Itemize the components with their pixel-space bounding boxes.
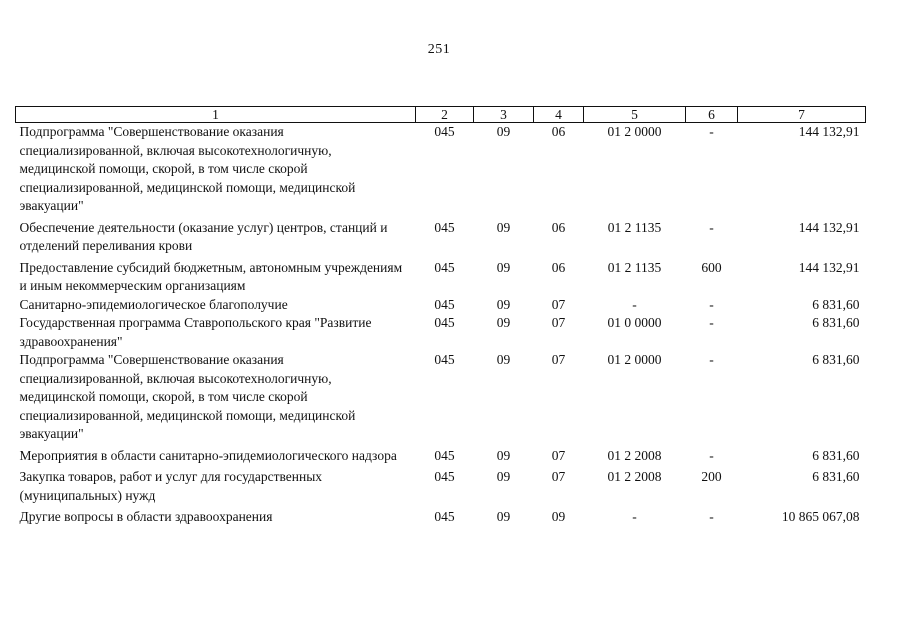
row-amount: 144 132,91 (798, 219, 860, 235)
row-expense-type: - (709, 296, 714, 312)
row-expense-type: - (709, 352, 714, 367)
row-name: Обеспечение деятельности (оказание услуг) центров, станций и отделений переливания крови (19, 219, 388, 253)
row-subsection: 07 (551, 447, 566, 463)
row-amount: 144 132,91 (798, 124, 860, 139)
row-section: 09 (496, 124, 511, 139)
row-section: 09 (496, 315, 511, 330)
row-target: 01 2 1135 (607, 219, 662, 235)
table-row (16, 123, 866, 216)
row-ministry: 045 (434, 124, 455, 139)
row-amount: 6 831,60 (812, 315, 860, 330)
row-expense-type: - (709, 447, 714, 463)
column-header-ministry: 2 (416, 107, 474, 123)
row-name: Предоставление субсидий бюджетным, автономным учреждениям и иным некоммерческим организациям (19, 259, 403, 293)
row-amount: 10 865 067,08 (781, 509, 860, 524)
row-amount: 6 831,60 (812, 469, 860, 484)
row-expense-type: - (709, 509, 714, 524)
row-target: 01 2 2008 (607, 447, 662, 463)
row-amount: 6 831,60 (812, 296, 860, 312)
row-ministry: 045 (434, 296, 455, 312)
table-row (16, 351, 866, 444)
table-row (16, 314, 866, 351)
row-subsection: 09 (551, 509, 566, 524)
table-row (16, 465, 866, 505)
row-subsection: 07 (551, 296, 566, 312)
row-section: 09 (496, 219, 511, 235)
column-header-section: 3 (474, 107, 534, 123)
row-expense-type: 200 (701, 469, 722, 484)
row-expense-type: 600 (701, 259, 722, 275)
row-name: Мероприятия в области санитарно-эпидемиологического надзора (19, 447, 397, 463)
row-target: 01 2 0000 (607, 352, 662, 367)
row-subsection: 07 (551, 469, 566, 484)
row-section: 09 (496, 352, 511, 367)
row-ministry: 045 (434, 315, 455, 330)
row-expense-type: - (709, 219, 714, 235)
row-name: Подпрограмма "Совершенствование оказания специализированной, включая высокотехнологичную, медицинской помощи, скорой, в том числе скорой специализированной, медицинской помощи, медицинской эвакуации" (19, 124, 356, 213)
column-header-name: 1 (16, 107, 416, 123)
row-name: Государственная программа Ставропольского края "Развитие здравоохранения" (19, 315, 372, 349)
row-target: 01 2 1135 (607, 259, 662, 275)
row-section: 09 (496, 509, 511, 524)
row-amount: 6 831,60 (812, 352, 860, 367)
row-name: Закупка товаров, работ и услуг для государственных (муниципальных) нужд (19, 469, 323, 503)
row-target: - (632, 509, 637, 524)
row-expense-type: - (709, 315, 714, 330)
row-subsection: 06 (551, 124, 566, 139)
row-target: - (632, 296, 637, 312)
table-row (16, 296, 866, 315)
column-header-target: 5 (584, 107, 686, 123)
row-subsection: 07 (551, 315, 566, 330)
row-ministry: 045 (434, 447, 455, 463)
row-name: Санитарно-эпидемиологическое благополучие (19, 296, 288, 312)
row-amount: 6 831,60 (812, 447, 860, 463)
budget-table (15, 106, 866, 527)
row-subsection: 07 (551, 352, 566, 367)
column-header-amount: 7 (738, 107, 866, 123)
row-section: 09 (496, 447, 511, 463)
row-section: 09 (496, 259, 511, 275)
row-ministry: 045 (434, 469, 455, 484)
table-row (16, 216, 866, 256)
row-ministry: 045 (434, 352, 455, 367)
table-row (16, 444, 866, 466)
row-subsection: 06 (551, 259, 566, 275)
row-ministry: 045 (434, 219, 455, 235)
row-target: 01 2 0000 (607, 124, 662, 139)
row-section: 09 (496, 296, 511, 312)
row-target: 01 0 0000 (607, 315, 662, 330)
row-name: Подпрограмма "Совершенствование оказания специализированной, включая высокотехнологичную, медицинской помощи, скорой, в том числе скорой специализированной, медицинской помощи, медицинской эвакуации" (19, 352, 356, 441)
column-header-subsection: 4 (534, 107, 584, 123)
header-row (16, 107, 866, 123)
column-header-expense-type: 6 (686, 107, 738, 123)
row-subsection: 06 (551, 219, 566, 235)
row-name: Другие вопросы в области здравоохранения (19, 509, 273, 524)
table-row (16, 505, 866, 527)
row-expense-type: - (709, 124, 714, 139)
page-number: 251 (427, 42, 451, 57)
row-section: 09 (496, 469, 511, 484)
row-ministry: 045 (434, 509, 455, 524)
row-amount: 144 132,91 (798, 259, 860, 275)
row-target: 01 2 2008 (607, 469, 662, 484)
row-ministry: 045 (434, 259, 455, 275)
table-row (16, 256, 866, 296)
